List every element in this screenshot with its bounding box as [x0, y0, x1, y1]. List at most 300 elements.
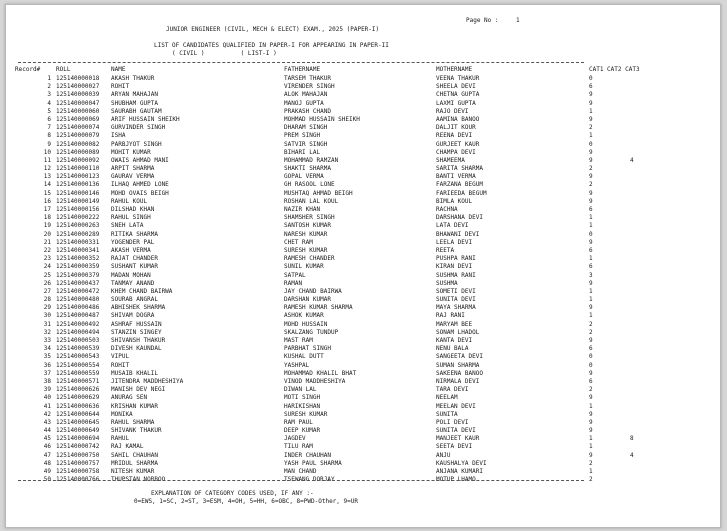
table-row: [6, 403, 720, 411]
category-1: 1: [589, 443, 593, 451]
father-name: SURESH KUMAR: [284, 246, 328, 254]
roll-number: 125140000263: [56, 222, 100, 230]
mother-name: MEELAN DEVI: [436, 402, 476, 410]
mother-name: ANJU: [436, 451, 451, 459]
record-number: 26: [43, 279, 51, 287]
category-2: 8: [630, 435, 634, 443]
father-name: MUSHTAQ AHMAD BEIGH: [284, 189, 353, 197]
roll-number: 125140000289: [56, 230, 100, 238]
table-row: [6, 222, 720, 230]
record-number: 5: [47, 107, 51, 115]
father-name: PREM SINGH: [284, 132, 321, 140]
table-row: [6, 460, 720, 468]
category-1: 6: [589, 83, 593, 91]
roll-number: 125140000092: [56, 156, 100, 164]
record-number: 34: [43, 345, 51, 353]
category-2: 4: [630, 156, 634, 164]
category-1: 9: [589, 427, 593, 435]
candidate-name: SOURAB ANGRAL: [111, 296, 158, 304]
record-number: 33: [43, 337, 51, 344]
candidate-name: STANZIN SINGEY: [111, 328, 162, 336]
roll-number: 125140000359: [56, 263, 100, 271]
roll-number: 125140000146: [56, 189, 100, 197]
father-name: MOHAMMAD RAMZAN: [284, 156, 339, 164]
table-row: [6, 394, 720, 402]
table-row: [6, 132, 720, 140]
table-row: [6, 321, 720, 329]
record-number: 36: [43, 361, 51, 369]
table-row: [6, 198, 720, 206]
record-number: 49: [43, 468, 51, 475]
mother-name: SAKEENA BANOO: [436, 369, 483, 377]
table-row: [6, 362, 720, 370]
record-number: 17: [43, 206, 51, 213]
father-name: MANOJ GUPTA: [284, 99, 324, 107]
category-1: 9: [589, 115, 593, 123]
category-1: 9: [589, 173, 593, 181]
father-name: BIHARI LAL: [284, 148, 321, 156]
list-title: LIST OF CANDIDATES QUALIFIED IN PAPER-I FOR APPEARING IN PAPER-II: [154, 42, 389, 49]
roll-number: 125140000486: [56, 304, 100, 312]
father-name: SHAMSHER SINGH: [284, 214, 335, 222]
father-name: TILU RAM: [284, 443, 313, 451]
father-name: DHARAM SINGH: [284, 124, 328, 132]
father-name: TARSEM THAKUR: [284, 75, 331, 82]
record-number: 21: [43, 238, 51, 246]
father-name: YASHPAL: [284, 361, 310, 369]
candidate-list: [6, 75, 720, 484]
record-number: 29: [43, 304, 51, 312]
roll-number: 125140000437: [56, 279, 100, 287]
table-row: [6, 435, 720, 443]
father-name: SANTOSH KUMAR: [284, 222, 331, 230]
table-row: [6, 116, 720, 124]
table-row: [6, 427, 720, 435]
table-row: [6, 190, 720, 198]
father-name: SUNIL KUMAR: [284, 263, 324, 271]
record-number: 47: [43, 451, 51, 459]
roll-number: 125140000694: [56, 435, 100, 443]
category-1: 2: [589, 124, 593, 132]
mother-name: BANTI VERMA: [436, 173, 476, 181]
category-1: 2: [589, 181, 593, 189]
table-row: [6, 263, 720, 271]
table-row: [6, 141, 720, 149]
table-row: [6, 165, 720, 173]
father-name: ROSHAN LAL KOUL: [284, 197, 339, 205]
roll-number: 125140000047: [56, 99, 100, 107]
mother-name: LAXMI GUPTA: [436, 99, 476, 107]
category-1: 2: [589, 320, 593, 328]
father-name: VIRENDER SINGH: [284, 83, 335, 91]
father-name: RAMESH CHANDER: [284, 255, 335, 263]
mother-name: MARYAM BEE: [436, 320, 473, 328]
roll-number: 125140000079: [56, 132, 100, 140]
record-number: 12: [43, 165, 51, 173]
category-1: 9: [589, 451, 593, 459]
category-1: 2: [589, 328, 593, 336]
mother-name: SEETA DEVI: [436, 443, 473, 451]
father-name: INDER CHAUHAN: [284, 451, 331, 459]
mother-name: SUSHMA: [436, 279, 458, 287]
table-row: [6, 206, 720, 214]
candidate-name: THUPSTAN NORBOO: [111, 476, 166, 484]
category-1: 1: [589, 312, 593, 320]
roll-number: 125140000018: [56, 75, 100, 82]
category-1: 6: [589, 263, 593, 271]
candidate-name: SNEH LATA: [111, 222, 144, 230]
category-1: 1: [589, 214, 593, 222]
mother-name: LATA DEVI: [436, 222, 469, 230]
roll-number: 125140000123: [56, 173, 100, 181]
candidate-name: RITIKA SHARMA: [111, 230, 158, 238]
father-name: DEEP KUMAR: [284, 427, 321, 435]
candidate-name: JITENDRA MADDHESHIYA: [111, 377, 184, 385]
category-1: 0: [589, 361, 593, 369]
mother-name: ANJANA KUMARI: [436, 468, 483, 475]
table-row: [6, 173, 720, 181]
candidate-name: RAHUL: [111, 435, 130, 443]
mother-name: CHAMPA DEVI: [436, 148, 476, 156]
mother-name: REETA: [436, 246, 455, 254]
candidate-name: MRIDUL SHARMA: [111, 459, 158, 467]
record-number: 39: [43, 386, 51, 394]
exam-title: JUNIOR ENGINEER (CIVIL, MECH & ELECT) EXAM., 2025 (PAPER-I): [166, 26, 380, 33]
table-row: [6, 337, 720, 345]
mother-name: RACHNA: [436, 206, 458, 213]
category-1: 9: [589, 189, 593, 197]
candidate-name: GAURAV VERMA: [111, 173, 155, 181]
candidate-name: ARYAN MAHAJAN: [111, 91, 158, 99]
father-name: YASH PAUL SHARMA: [284, 459, 342, 467]
roll-number: 125140000352: [56, 255, 100, 263]
mother-name: SONAM LHADOL: [436, 328, 480, 336]
category-1: 0: [589, 140, 593, 148]
roll-number: 125140000027: [56, 83, 100, 91]
father-name: DIWAN LAL: [284, 386, 317, 394]
roll-number: 125140000222: [56, 214, 100, 222]
record-number: 2: [47, 83, 51, 91]
table-row: [6, 312, 720, 320]
category-1: 1: [589, 435, 593, 443]
mother-name: NIRMALA DEVI: [436, 377, 480, 385]
category-1: 9: [589, 156, 593, 164]
category-1: 1: [589, 296, 593, 304]
mother-name: DARSHANA DEVI: [436, 214, 483, 222]
category-1: 0: [589, 75, 593, 82]
mother-name: FARZANA BEGUM: [436, 181, 483, 189]
candidate-name: MANISH DEV NEGI: [111, 386, 166, 394]
col-header-mother: MOTHERNAME: [436, 66, 473, 73]
father-name: ASHOK KUMAR: [284, 312, 324, 320]
col-header-record: Record#: [15, 66, 41, 73]
table-row: [6, 443, 720, 451]
table-row: [6, 288, 720, 296]
father-name: RAMAN: [284, 279, 303, 287]
record-number: 44: [43, 427, 51, 435]
roll-number: 125140000074: [56, 124, 100, 132]
mother-name: MOTUP LHAMO: [436, 476, 476, 484]
father-name: GH RASOOL LONE: [284, 181, 335, 189]
father-name: VINOD MADDHESHIYA: [284, 377, 346, 385]
roll-number: 125140000136: [56, 181, 100, 189]
record-number: 8: [47, 132, 51, 140]
table-row: [6, 75, 720, 83]
category-1: 9: [589, 238, 593, 246]
page-number-label: Page No :: [466, 17, 499, 24]
mother-name: RAJ RANI: [436, 312, 465, 320]
mother-name: SHEELA DEVI: [436, 83, 476, 91]
mother-name: MANJEET KAUR: [436, 435, 480, 443]
category-1: 2: [589, 459, 593, 467]
mother-name: BIMLA KOUL: [436, 197, 473, 205]
candidate-name: SAURABH GAUTAM: [111, 107, 162, 115]
father-name: GOPAL VERMA: [284, 173, 324, 181]
roll-number: 125140000069: [56, 115, 100, 123]
candidate-name: KRISHAN KUMAR: [111, 402, 158, 410]
mother-name: SUNITA DEVI: [436, 427, 476, 435]
col-header-categories: CAT1 CAT2 CAT3: [589, 66, 640, 73]
category-1: 1: [589, 107, 593, 115]
candidate-name: TANMAY ANAND: [111, 279, 155, 287]
record-number: 48: [43, 459, 51, 467]
father-name: SATVIR SINGH: [284, 140, 328, 148]
table-row: [6, 345, 720, 353]
table-row: [6, 100, 720, 108]
category-2: 4: [630, 451, 634, 459]
record-number: 25: [43, 271, 51, 279]
record-number: 23: [43, 255, 51, 263]
category-1: 6: [589, 345, 593, 353]
category-1: 0: [589, 353, 593, 361]
roll-number: 125140000494: [56, 328, 100, 336]
category-1: 1: [589, 402, 593, 410]
candidate-name: VIPUL: [111, 353, 130, 361]
candidate-name: DIVESH KAUNDAL: [111, 345, 162, 353]
father-name: PARBHAT SINGH: [284, 345, 331, 353]
record-number: 6: [47, 115, 51, 123]
record-number: 28: [43, 296, 51, 304]
mother-name: MAYA SHARMA: [436, 304, 476, 312]
table-row: [6, 386, 720, 394]
roll-number: 125140000636: [56, 402, 100, 410]
category-1: 2: [589, 386, 593, 394]
record-number: 45: [43, 435, 51, 443]
table-row: [6, 378, 720, 386]
record-number: 31: [43, 320, 51, 328]
roll-number: 125140000757: [56, 459, 100, 467]
father-name: ALOK MAHAJAN: [284, 91, 328, 99]
table-row: [6, 304, 720, 312]
candidate-name: RAJ KAMAL: [111, 443, 144, 451]
category-1: 3: [589, 271, 593, 279]
candidate-name: SHIVANK THAKUR: [111, 427, 162, 435]
candidate-name: ISHA: [111, 132, 126, 140]
roll-number: 125140000503: [56, 337, 100, 344]
table-row: [6, 255, 720, 263]
category-explanation: EXPLANATION OF CATEGORY CODES USED, IF ANY :-: [151, 490, 314, 497]
roll-number: 125140000645: [56, 418, 100, 426]
candidate-name: AKASH THAKUR: [111, 75, 155, 82]
father-name: SURESH KUMAR: [284, 410, 328, 418]
table-row: [6, 108, 720, 116]
mother-name: REENA DEVI: [436, 132, 473, 140]
table-row: [6, 468, 720, 476]
candidate-name: MADAN MOHAN: [111, 271, 151, 279]
record-number: 35: [43, 353, 51, 361]
category-1: 6: [589, 206, 593, 213]
record-number: 20: [43, 230, 51, 238]
father-name: MAST RAM: [284, 337, 313, 344]
roll-number: 125140000559: [56, 369, 100, 377]
roll-number: 125140000649: [56, 427, 100, 435]
category-1: 6: [589, 246, 593, 254]
col-header-roll: ROLL: [56, 66, 71, 73]
candidate-name: ABHISHEK SHARMA: [111, 304, 166, 312]
category-codes: 0=EWS, 1=SC, 2=ST, 3=ESM, 4=OH, 5=HH, 6=OBC, 8=PWD-Other, 9=UR: [134, 498, 358, 505]
candidate-name: ASHRAF HUSSAIN: [111, 320, 162, 328]
record-number: 1: [47, 75, 51, 82]
candidate-name: ROHIT: [111, 361, 130, 369]
category-1: 9: [589, 99, 593, 107]
mother-name: LEELA DEVI: [436, 238, 473, 246]
mother-name: AAMINA BANOO: [436, 115, 480, 123]
roll-number: 125140000539: [56, 345, 100, 353]
roll-number: 125140000060: [56, 107, 100, 115]
roll-number: 125140000626: [56, 386, 100, 394]
mother-name: KAUSHALYA DEVI: [436, 459, 487, 467]
category-1: 9: [589, 304, 593, 312]
candidate-name: PARBJYOT SINGH: [111, 140, 162, 148]
mother-name: NENU BALA: [436, 345, 469, 353]
candidate-name: KHEM CHAND BAIRWA: [111, 287, 173, 295]
mother-name: SARITA SHARMA: [436, 165, 483, 173]
candidate-name: YOGENDER PAL: [111, 238, 155, 246]
record-number: 9: [47, 140, 51, 148]
roll-number: 125140000644: [56, 410, 100, 418]
mother-name: GURJEET KAUR: [436, 140, 480, 148]
table-row: [6, 181, 720, 189]
table-row: [6, 370, 720, 378]
category-1: 1: [589, 287, 593, 295]
category-1: 9: [589, 337, 593, 344]
category-1: 9: [589, 197, 593, 205]
record-number: 3: [47, 91, 51, 99]
mother-name: KANTA DEVI: [436, 337, 473, 344]
roll-number: 125140000543: [56, 353, 100, 361]
father-name: CHET RAM: [284, 238, 313, 246]
candidate-name: SHUBHAM GUPTA: [111, 99, 158, 107]
category-1: 6: [589, 377, 593, 385]
category-1: 9: [589, 418, 593, 426]
table-row: [6, 419, 720, 427]
father-name: KUSHAL DUTT: [284, 353, 324, 361]
roll-number: 125140000742: [56, 443, 100, 451]
candidate-name: SHIVANSH THAKUR: [111, 337, 166, 344]
roll-number: 125140000149: [56, 197, 100, 205]
table-row: [6, 214, 720, 222]
mother-name: BHAWANI DEVI: [436, 230, 480, 238]
table-row: [6, 231, 720, 239]
roll-number: 125140000492: [56, 320, 100, 328]
father-name: TSEWANG DORJAY: [284, 476, 335, 484]
roll-number: 125140000766: [56, 476, 100, 484]
roll-number: 125140000629: [56, 394, 100, 402]
table-row: [6, 239, 720, 247]
mother-name: DALJIT KOUR: [436, 124, 476, 132]
roll-number: 125140000480: [56, 296, 100, 304]
category-1: 9: [589, 410, 593, 418]
page-number: 1: [516, 17, 520, 24]
record-number: 46: [43, 443, 51, 451]
category-1: 1: [589, 255, 593, 263]
document-page: [5, 4, 721, 528]
father-name: JAY CHAND BAIRWA: [284, 287, 342, 295]
category-1: 1: [589, 222, 593, 230]
father-name: PRAKASH CHAND: [284, 107, 331, 115]
roll-number: 125140000156: [56, 206, 100, 213]
mother-name: RAJO DEVI: [436, 107, 469, 115]
record-number: 37: [43, 369, 51, 377]
father-name: MOHD HUSSAIN: [284, 320, 328, 328]
mother-name: VEENA THAKUR: [436, 75, 480, 82]
record-number: 24: [43, 263, 51, 271]
father-name: JAGDEV: [284, 435, 306, 443]
record-number: 32: [43, 328, 51, 336]
candidate-name: NITESH KUMAR: [111, 468, 155, 475]
record-number: 13: [43, 173, 51, 181]
candidate-name: ARPIT SHARMA: [111, 165, 155, 173]
record-number: 18: [43, 214, 51, 222]
candidate-name: SUSHANT KUMAR: [111, 263, 158, 271]
record-number: 11: [43, 156, 51, 164]
list-subtitle: ( CIVIL ) ( LIST-I ): [172, 50, 277, 57]
table-row: [6, 452, 720, 460]
roll-number: 125140000758: [56, 468, 100, 475]
mother-name: SUNITA DEVI: [436, 296, 476, 304]
roll-number: 125140000554: [56, 361, 100, 369]
category-1: 1: [589, 468, 593, 475]
father-name: RAMESH KUMAR SHARMA: [284, 304, 353, 312]
roll-number: 125140000082: [56, 140, 100, 148]
record-number: 38: [43, 377, 51, 385]
mother-name: TARA DEVI: [436, 386, 469, 394]
record-number: 40: [43, 394, 51, 402]
candidate-name: MOHD OVAIS BEIGH: [111, 189, 169, 197]
record-number: 14: [43, 181, 51, 189]
col-header-father: FATHERNAME: [284, 66, 321, 73]
table-row: [6, 280, 720, 288]
candidate-name: RAHUL KOUL: [111, 197, 148, 205]
record-number: 10: [43, 148, 51, 156]
roll-number: 125140000487: [56, 312, 100, 320]
divider-top: [18, 62, 584, 63]
category-1: 9: [589, 394, 593, 402]
roll-number: 125140000472: [56, 287, 100, 295]
roll-number: 125140000039: [56, 91, 100, 99]
candidate-name: SAHIL CHAUHAN: [111, 451, 158, 459]
col-header-name: NAME: [111, 66, 126, 73]
category-1: 9: [589, 91, 593, 99]
candidate-name: ILHAQ AHMED LONE: [111, 181, 169, 189]
candidate-name: ARIF HUSSAIN SHEIKH: [111, 115, 180, 123]
table-row: [6, 157, 720, 165]
mother-name: SUSHMA RANI: [436, 271, 476, 279]
father-name: MAN CHAND: [284, 468, 317, 475]
table-row: [6, 124, 720, 132]
roll-number: 125140000571: [56, 377, 100, 385]
table-row: [6, 272, 720, 280]
